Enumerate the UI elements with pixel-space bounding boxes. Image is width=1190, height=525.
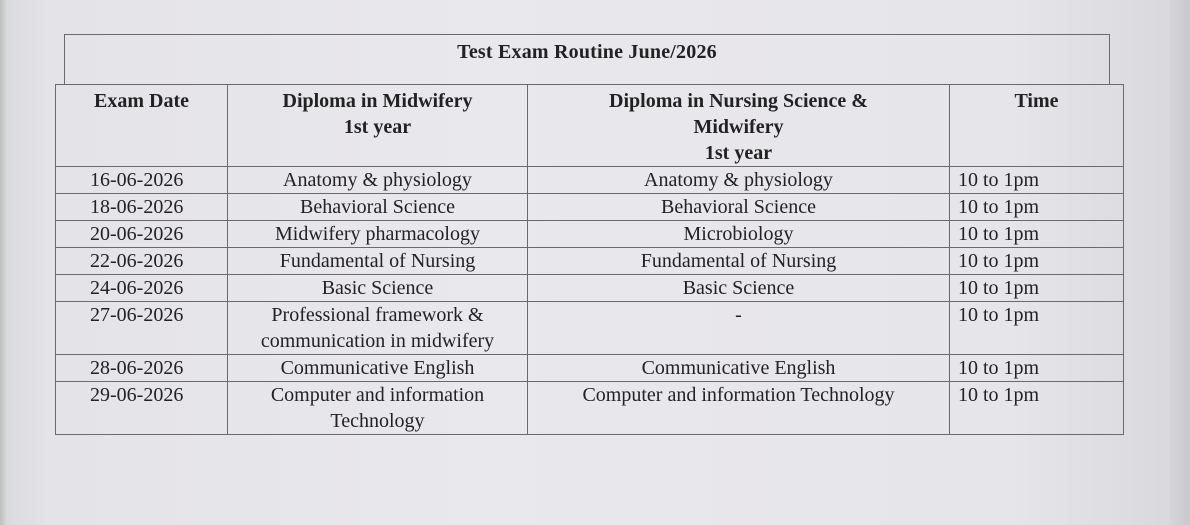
nursing-subject-cell [528, 248, 950, 275]
nursing-subject-cell [528, 302, 950, 355]
nursing-subject-cell [528, 382, 950, 435]
exam-date-cell: 16-06-2026 [56, 167, 228, 194]
midwifery-subject-line: Technology [330, 410, 425, 432]
midwifery-subject-line: Midwifery pharmacology [275, 223, 480, 245]
header-midwifery [228, 85, 528, 167]
midwifery-subject-line: Anatomy & physiology [283, 169, 472, 191]
midwifery-subject-line: Behavioral Science [300, 196, 455, 218]
exam-time-cell: 10 to 1pm [950, 167, 1124, 194]
page-left-edge [0, 0, 8, 525]
nursing-subject-line: Fundamental of Nursing [640, 250, 837, 272]
header-nursing-line: 1st year [704, 142, 773, 164]
midwifery-subject-line: Basic Science [321, 277, 434, 299]
exam-date-cell: 24-06-2026 [56, 275, 228, 302]
nursing-subject-line: - [735, 304, 742, 326]
exam-time-cell: 10 to 1pm [950, 355, 1124, 382]
routine-title: Test Exam Routine June/2026 [64, 34, 1110, 84]
table-row [56, 355, 1124, 382]
nursing-subject-cell [528, 167, 950, 194]
midwifery-subject-cell [228, 382, 528, 435]
exam-date-cell: 20-06-2026 [56, 221, 228, 248]
table-row [56, 248, 1124, 275]
header-time: Time [950, 85, 1124, 167]
exam-date-cell: 27-06-2026 [56, 302, 228, 355]
midwifery-subject-cell [228, 248, 528, 275]
nursing-subject-line: Communicative English [641, 357, 836, 379]
exam-date-cell: 29-06-2026 [56, 382, 228, 435]
midwifery-subject-line: communication in midwifery [260, 330, 495, 352]
nursing-subject-cell [528, 194, 950, 221]
midwifery-subject-line: Computer and information [270, 384, 485, 406]
midwifery-subject-cell [228, 194, 528, 221]
exam-time-cell: 10 to 1pm [950, 275, 1124, 302]
exam-time-cell: 10 to 1pm [950, 302, 1124, 355]
routine-table [55, 84, 1124, 435]
table-row [56, 275, 1124, 302]
midwifery-subject-line: Professional framework & [271, 304, 484, 326]
page-right-edge [1170, 0, 1190, 525]
midwifery-subject-cell [228, 221, 528, 248]
nursing-subject-line: Basic Science [682, 277, 795, 299]
table-row [56, 194, 1124, 221]
table-row [56, 302, 1124, 355]
routine-body [56, 167, 1124, 435]
header-midwifery-line: 1st year [343, 116, 412, 138]
header-nursing [528, 85, 950, 167]
exam-time-cell: 10 to 1pm [950, 382, 1124, 435]
table-row [56, 221, 1124, 248]
header-row [56, 85, 1124, 167]
nursing-subject-cell [528, 355, 950, 382]
nursing-subject-cell [528, 221, 950, 248]
midwifery-subject-line: Communicative English [280, 357, 475, 379]
header-exam-date: Exam Date [56, 85, 228, 167]
midwifery-subject-cell [228, 355, 528, 382]
exam-time-cell: 10 to 1pm [950, 221, 1124, 248]
header-nursing-line: Diploma in Nursing Science & [609, 90, 868, 112]
nursing-subject-line: Anatomy & physiology [644, 169, 833, 191]
exam-date-cell: 22-06-2026 [56, 248, 228, 275]
header-midwifery-line: Diploma in Midwifery [282, 90, 473, 112]
nursing-subject-line: Microbiology [683, 223, 794, 245]
exam-date-cell: 28-06-2026 [56, 355, 228, 382]
nursing-subject-line: Behavioral Science [661, 196, 816, 218]
exam-routine-sheet [55, 34, 1123, 435]
table-row [56, 382, 1124, 435]
nursing-subject-line: Computer and information Technology [582, 384, 895, 406]
midwifery-subject-cell [228, 167, 528, 194]
exam-time-cell: 10 to 1pm [950, 248, 1124, 275]
midwifery-subject-cell [228, 275, 528, 302]
midwifery-subject-cell [228, 302, 528, 355]
header-nursing-line: Midwifery [693, 116, 784, 138]
table-row [56, 167, 1124, 194]
midwifery-subject-line: Fundamental of Nursing [279, 250, 476, 272]
nursing-subject-cell [528, 275, 950, 302]
exam-date-cell: 18-06-2026 [56, 194, 228, 221]
exam-time-cell: 10 to 1pm [950, 194, 1124, 221]
